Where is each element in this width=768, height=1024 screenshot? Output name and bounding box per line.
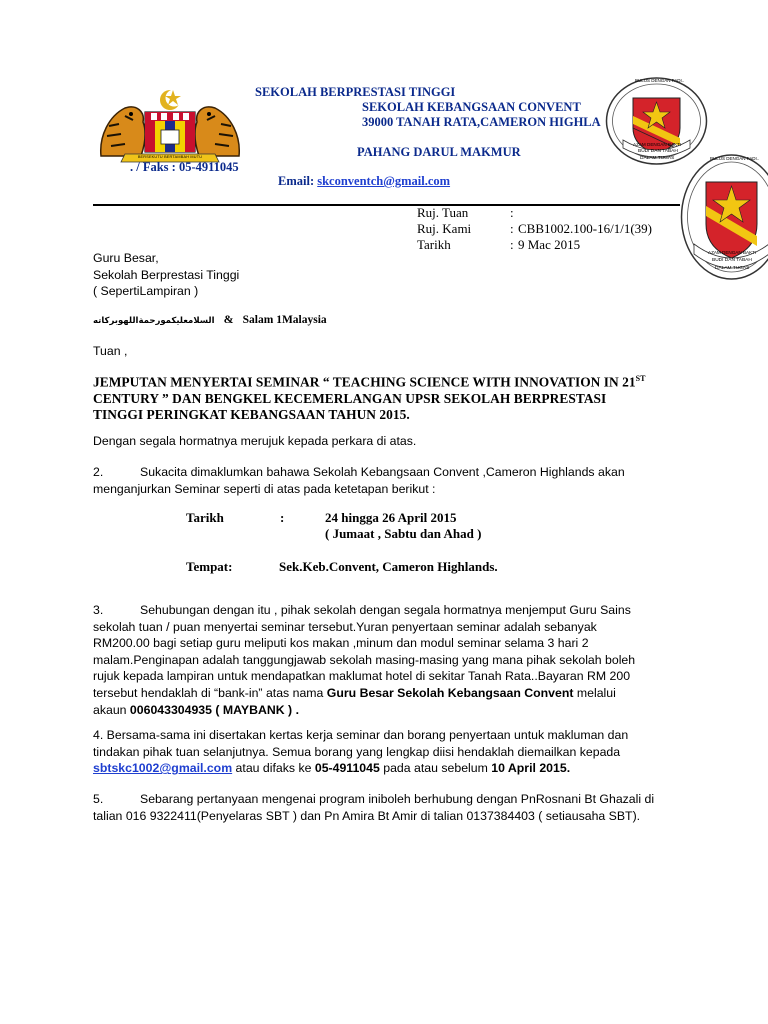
reference-sep: : bbox=[510, 221, 514, 236]
event-date-label: Tarikh bbox=[186, 510, 224, 525]
paragraph-4 bbox=[93, 727, 628, 777]
coat-of-arms bbox=[95, 86, 245, 168]
badge-1-motto-3: DALAM TUGAS bbox=[640, 156, 675, 161]
para-2-line-2: menganjurkan Seminar seperti di atas pada ketetapan berikut : bbox=[93, 481, 436, 496]
event-venue-label: Tempat: bbox=[186, 559, 233, 574]
para-4-line-3b: pada atau sebelum bbox=[379, 761, 492, 776]
para-2-line-1: Sukacita dimaklumkan bahawa Sekolah Kebangsaan Convent ,Cameron Highlands akan bbox=[140, 465, 625, 479]
para-4-deadline: 10 April 2015 bbox=[491, 761, 567, 776]
para-3-line-1: Sehubungan dengan itu , pihak sekolah dengan segala hormatnya menjemput Guru Sains bbox=[140, 603, 631, 617]
title-line-1: JEMPUTAN MENYERTAI SEMINAR “ TEACHING SCIENCE WITH INNOVATION IN 21 bbox=[93, 374, 636, 390]
header-line-3: 39000 TANAH RATA,CAMERON HIGHLA bbox=[362, 115, 601, 129]
badge-1-top-text: BULUS DENGAN FADI.. bbox=[635, 78, 685, 83]
reference-sep: : bbox=[510, 237, 514, 252]
para-3-account-name: Guru Besar Sekolah Kebangsaan Convent bbox=[326, 685, 574, 700]
reference-row bbox=[417, 221, 679, 237]
title-line-2: CENTURY ” DAN BENGKEL KECEMERLANGAN UPSR SEKOLAH BERPRESTASI bbox=[93, 390, 607, 406]
title-line-3: TINGGI PERINGKAT KEBANGSAAN TAHUN 2015. bbox=[93, 407, 410, 423]
para-3-line-6c: melalui bbox=[573, 685, 616, 700]
event-date-days: ( Jumaat , Sabtu dan Ahad ) bbox=[325, 526, 482, 541]
para-5-line-2: talian 016 9322411(Penyelaras SBT ) dan Pn Amira Bt Amir di talian 0137384403 ( setiausaha SBT). bbox=[93, 808, 641, 823]
paragraph-5 bbox=[93, 791, 654, 824]
recipient-line-3: ( SepertiLampiran ) bbox=[93, 284, 199, 299]
para-4-email-link[interactable]: sbtskc1002@gmail.com bbox=[93, 761, 233, 776]
event-venue-value: Sek.Keb.Convent, Cameron Highlands. bbox=[279, 559, 498, 574]
title-sup: ST bbox=[635, 374, 646, 383]
badge-2-motto-3: DALAM TUGAS bbox=[715, 266, 750, 271]
para-5-line-1: Sebarang pertanyaan mengenai program iniboleh berhubung dengan PnRosnani Bt Ghazali di bbox=[140, 792, 655, 806]
para-3-line-4: malam.Penginapan adalah tanggungjawab sekolah masing-masing yang mana pihak sekolah boleh bbox=[93, 652, 636, 667]
salam-line bbox=[93, 312, 327, 327]
reference-row bbox=[417, 237, 679, 253]
para-4-line-3a: atau difaks ke bbox=[232, 761, 315, 776]
para-3-account-number: 006043304935 ( MAYBANK ) . bbox=[129, 702, 299, 717]
para-3-line-7a: akaun bbox=[93, 702, 130, 717]
salam-text: Salam 1Malaysia bbox=[242, 314, 327, 326]
badge-2-motto-1: AZAM DENGAN BAKTI bbox=[708, 250, 757, 255]
para-4-line-1: 4. Bersama-sama ini disertakan kertas kerja seminar dan borang penyertaan untuk makluman dan bbox=[93, 728, 629, 742]
reference-sep: : bbox=[510, 205, 514, 220]
header-line-1: SEKOLAH BERPRESTASI TINGGI bbox=[255, 85, 456, 99]
coat-banner-text: BERSEKUTU BERTAMBAH MUTU bbox=[137, 155, 203, 159]
para-5-number: 5. bbox=[93, 792, 104, 806]
recipient-line-1: Guru Besar, bbox=[93, 251, 159, 265]
event-details bbox=[186, 510, 498, 575]
reference-value: 9 Mac 2015 bbox=[518, 237, 581, 252]
para-3-number: 3. bbox=[93, 603, 104, 617]
salutation: Tuan , bbox=[93, 344, 128, 358]
para-3-line-6a: tersebut hendaklah di “bank-in” atas nama bbox=[93, 685, 327, 700]
paragraph-2 bbox=[93, 464, 625, 497]
para-4-line-2: tindakan pihak tuan selanjutnya. Semua borang yang lengkap diisi hendaklah diemailkan kepada bbox=[93, 744, 621, 759]
para-3-line-5: rujuk kepada lampiran untuk mendapatkan maklumat hotel di sekitar Tanah Rata..Bayaran RM 200 bbox=[93, 669, 631, 684]
email-link[interactable]: skconventch@gmail.com bbox=[317, 174, 451, 188]
reference-row bbox=[417, 205, 679, 221]
school-badge-2 bbox=[680, 152, 768, 282]
reference-label: Tarikh bbox=[417, 237, 451, 252]
recipient-line-2: Sekolah Berprestasi Tinggi bbox=[93, 267, 240, 282]
salam-arabic: السلامعليكمورحمةاللهوبركاته bbox=[93, 316, 215, 326]
para-3-line-2: sekolah tuan / puan menyertai seminar tersebut.Yuran penyertaan seminar adalah sebanyak bbox=[93, 619, 597, 634]
email-label: Email: bbox=[278, 174, 318, 188]
badge-1-motto-1: AZAM DENGAN BAKTI bbox=[633, 142, 682, 147]
salam-amp: & bbox=[223, 312, 234, 326]
header-email-row bbox=[278, 174, 450, 189]
para-3-line-3: RM200.00 bagi setiap guru meliputi kos makan ,minum dan modul seminar selama 3 hari 2 bbox=[93, 636, 589, 651]
para-4-line-3c: . bbox=[566, 761, 571, 776]
reference-label: Ruj. Kami bbox=[417, 221, 472, 236]
reference-value: CBB1002.100-16/1/1(39) bbox=[518, 221, 652, 236]
para-4-fax: 05-4911045 bbox=[314, 761, 380, 776]
event-date-colon: : bbox=[280, 510, 285, 525]
paragraph-3 bbox=[93, 602, 635, 718]
badge-2-top-text: BULUS DENGAN FADI.. bbox=[710, 156, 760, 161]
header-line-2: SEKOLAH KEBANGSAAN CONVENT bbox=[362, 100, 581, 114]
para-2-number: 2. bbox=[93, 465, 104, 479]
header-line-4: PAHANG DARUL MAKMUR bbox=[357, 145, 521, 159]
event-date-value: 24 hingga 26 April 2015 bbox=[325, 510, 457, 525]
intro-paragraph: Dengan segala hormatnya merujuk kepada perkara di atas. bbox=[93, 434, 417, 448]
recipient-block bbox=[93, 250, 239, 300]
badge-1-motto-2: BUDI DAN TABAH bbox=[638, 149, 678, 154]
reference-label: Ruj. Tuan bbox=[417, 205, 469, 220]
letter-title bbox=[93, 371, 685, 424]
header-faks: . / Faks : 05-4911045 bbox=[130, 160, 239, 174]
reference-block bbox=[417, 205, 679, 253]
badge-2-motto-2: BUDI DAN TABAH bbox=[712, 258, 752, 263]
